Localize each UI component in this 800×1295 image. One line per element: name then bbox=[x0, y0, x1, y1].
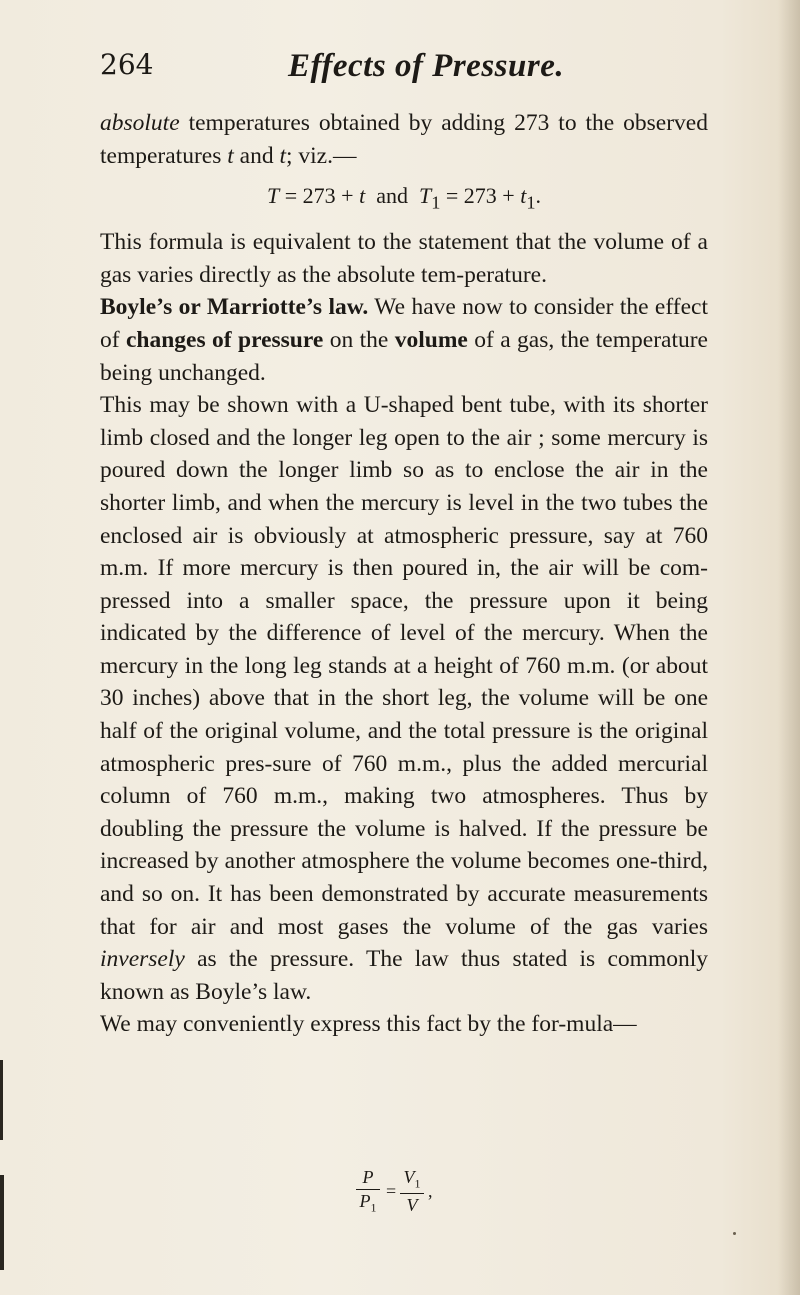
text-run: temperatures obtained by adding 273 to the observed temperatures bbox=[100, 110, 708, 169]
paper-speck bbox=[733, 1232, 736, 1235]
binding-edge-mark bbox=[0, 1175, 4, 1270]
numerator: P bbox=[356, 1167, 380, 1190]
page-header bbox=[100, 48, 700, 92]
paragraph bbox=[100, 291, 708, 389]
subscript: 1 bbox=[526, 192, 536, 213]
equation-temperature bbox=[100, 180, 708, 219]
text-run: . bbox=[535, 183, 541, 209]
fraction-right bbox=[400, 1167, 424, 1216]
paragraph bbox=[100, 389, 708, 1008]
equals-sign: = bbox=[386, 1181, 397, 1201]
subscript: 1 bbox=[431, 192, 441, 213]
page-edge-shadow bbox=[778, 0, 800, 1295]
text-run: We have now to consider the effect of bbox=[100, 294, 708, 353]
subscript: 1 bbox=[370, 1200, 377, 1215]
text-run: as the pressure. The law thus stated is commonly known as Boyle’s law. bbox=[100, 946, 708, 1005]
math-symbol: P bbox=[359, 1191, 371, 1211]
italic-word: inversely bbox=[100, 946, 185, 973]
italic-word: absolute bbox=[100, 110, 180, 136]
page-number: 264 bbox=[100, 48, 154, 81]
paragraph: This formula is equivalent to the statement that the volume of a gas varies directly as the absolute tem-perature. bbox=[100, 229, 708, 288]
running-title: Effects of Pressure. bbox=[288, 48, 565, 84]
fraction-left bbox=[356, 1167, 380, 1216]
text-run: This may be shown with a U-shaped bent tube, with its shorter limb closed and the longer leg open to the air ; some mercury is poured down the longer limb so as to enclose the air in the shorter limb, and when the mercury is level in the two tubes the enclosed air is obviously at atmospheric pressure, say at 760 m.m. If more mercury is then poured in, the air will be com-pressed into a smaller space, the pressure upon it being indicated by the difference of level of the mercury. When the mercury in the long leg stands at a height of 760 m.m. (or about 30 inches) above that in the short leg, the volume will be one half of the original volume, and the total pressure is the original atmospheric pres-sure of 760 m.m., plus the added mercurial column of 760 m.m., making two atmospheres. Thus by doubling the pressure the volume is halved. If the pressure be increased by another atmosphere the volume becomes one-third, and so on. It has been demonstrated by accurate measurements that for air and most gases the volume of the gas varies bbox=[100, 392, 708, 940]
comma: , bbox=[428, 1181, 433, 1201]
math-symbol: t bbox=[520, 183, 527, 209]
text-run: of a gas, the temperature being unchanged. bbox=[100, 326, 708, 386]
body-text bbox=[100, 107, 708, 1041]
binding-edge-mark bbox=[0, 1060, 3, 1140]
text-run: ; viz.— bbox=[285, 142, 357, 169]
math-symbol: t bbox=[227, 142, 234, 169]
paragraph: We may conveniently express this fact by the for-mula— bbox=[100, 1011, 637, 1038]
denominator: V bbox=[406, 1194, 418, 1215]
section-heading: Boyle’s or Marriotte’s law. bbox=[100, 294, 369, 321]
math-symbol: V bbox=[403, 1167, 415, 1187]
numerator bbox=[400, 1167, 424, 1194]
math-symbol: T bbox=[418, 183, 432, 209]
text-run: on the bbox=[323, 326, 395, 353]
bold-phrase: changes of pressure bbox=[125, 326, 324, 353]
bold-phrase: volume bbox=[394, 326, 468, 353]
text-run: and bbox=[365, 183, 419, 209]
paragraph bbox=[100, 107, 708, 172]
math-symbol: T bbox=[266, 183, 280, 209]
text-run: = 273 + bbox=[440, 183, 521, 209]
text-run: and bbox=[233, 142, 280, 169]
boyle-formula bbox=[356, 1167, 446, 1227]
text-run: = 273 + bbox=[279, 183, 360, 209]
subscript: 1 bbox=[414, 1176, 421, 1191]
denominator bbox=[356, 1190, 380, 1216]
math-symbol: t bbox=[359, 183, 366, 209]
math-symbol: t bbox=[279, 142, 286, 169]
